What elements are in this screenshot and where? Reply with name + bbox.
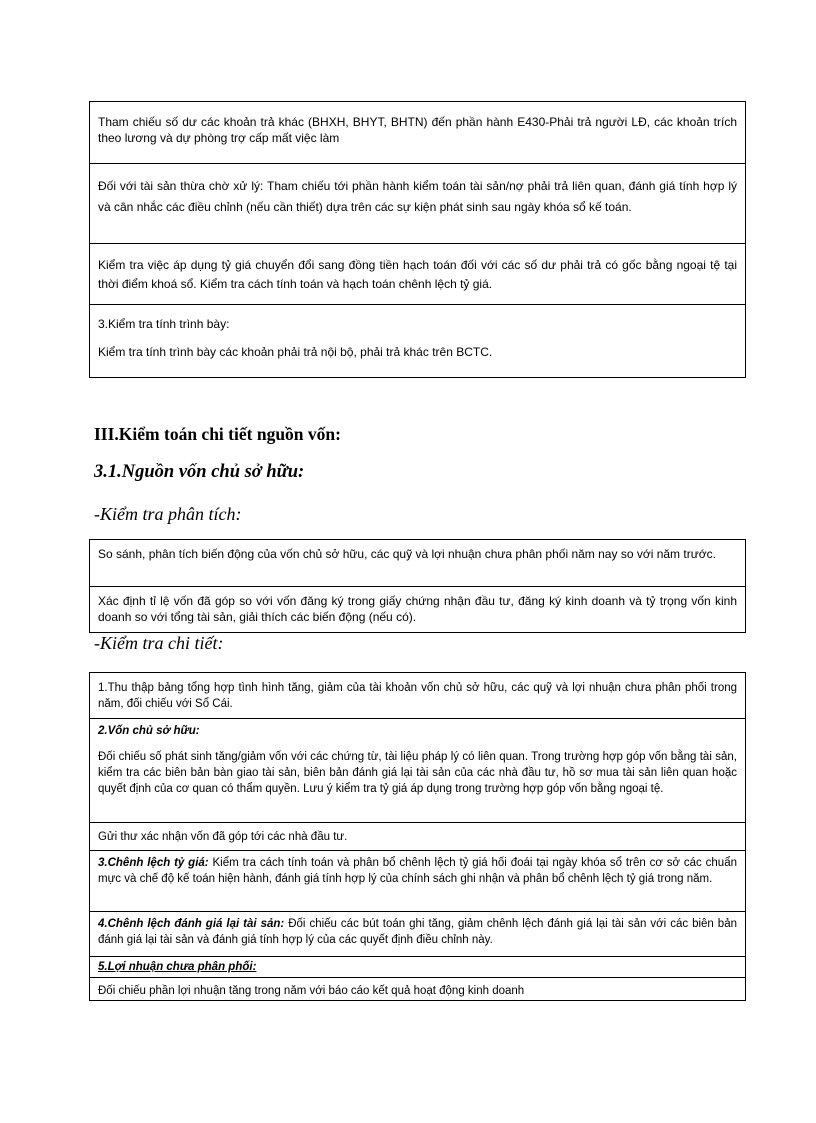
table-row xyxy=(90,911,745,956)
row-title: 4.Chênh lệch đánh giá lại tài sản: xyxy=(98,918,285,930)
table-row xyxy=(90,102,745,163)
row-text: Đối chiếu phần lợi nhuận tăng trong năm với báo cáo kết quả hoạt động kinh doanh xyxy=(98,985,525,997)
table-row xyxy=(90,977,745,1000)
row-text: Kiểm tra tính trình bày các khoản phải trả nội bộ, phải trả khác trên BCTC. xyxy=(98,345,493,359)
row-title: 2.Vốn chủ sở hữu: xyxy=(98,725,200,737)
row-text: Tham chiếu số dư các khoản trả khác (BHXH, BHYT, BHTN) đến phần hành E430-Phải trả người LĐ, các khoản trích theo lương và dự phòng trợ cấp mất việc làm xyxy=(98,115,737,145)
audit-procedures-table-1 xyxy=(89,101,746,378)
row-text: Đối chiếu số phát sinh tăng/giảm vốn với các chứng từ, tài liệu pháp lý có liên quan. Trong trường hợp góp vốn bằng tài sản, kiểm tra các biên bản bàn giao tài sản, biên bản đánh giá lại tài sản của các nhà đầu tư, hồ sơ mua tài sản liên quan hoặc quyết định của cơ quan có thẩm quyền. Lưu ý kiểm tra tỷ giá áp dụng trong trường hợp góp vốn bằng ngoại tệ. xyxy=(98,751,737,795)
table-row xyxy=(90,540,745,586)
detail-heading: -Kiểm tra chi tiết: xyxy=(94,633,224,653)
subsection-heading: 3.1.Nguồn vốn chủ sở hữu: xyxy=(94,462,305,482)
row-text: Gửi thư xác nhận vốn đã góp tới các nhà đầu tư. xyxy=(98,831,348,843)
table-row xyxy=(90,586,745,632)
table-row xyxy=(90,850,745,911)
analysis-heading: -Kiểm tra phân tích: xyxy=(94,504,242,524)
analysis-table xyxy=(89,539,746,633)
table-row xyxy=(90,163,745,243)
row-title: 5.Lợi nhuận chưa phân phối: xyxy=(98,961,257,973)
row-text: Kiểm tra cách tính toán và phân bổ chênh lệch tỷ giá hối đoái tại ngày khóa sổ trên cơ sở các chuẩn mực và chế độ kế toán hiện hành, đánh giá tính hợp lý của chính sách ghi nhận và phân bổ chênh lệch tỷ giá trong năm. xyxy=(98,857,737,885)
table-row xyxy=(90,822,745,850)
row-title: 3.Chênh lệch tỷ giá: xyxy=(98,857,209,869)
row-text: Đối với tài sản thừa chờ xử lý: Tham chiếu tới phần hành kiểm toán tài sản/nợ phải trả liên quan, đánh giá tính hợp lý và cân nhắc các điều chỉnh (nếu cần thiết) dựa trên các sự kiện phát sinh sau ngày khóa sổ kế toán. xyxy=(98,179,737,214)
row-text: Xác định tỉ lệ vốn đã góp so với vốn đăng ký trong giấy chứng nhận đầu tư, đăng ký kinh doanh và tỷ trọng vốn kinh doanh so với tổng tài sản, giải thích các biến động (nếu có). xyxy=(98,594,737,624)
table-row xyxy=(90,673,745,718)
row-text: So sánh, phân tích biến động của vốn chủ sở hữu, các quỹ và lợi nhuận chưa phân phối năm nay so với năm trước. xyxy=(98,547,716,561)
table-row xyxy=(90,718,745,822)
row-text: Đối chiếu các bút toán ghi tăng, giảm chênh lệch đánh giá lại tài sản với các biên bản đánh giá lại tài sản và đánh giá tính hợp lý của các quyết định điều chỉnh này. xyxy=(98,918,737,946)
table-row xyxy=(90,243,745,304)
table-row xyxy=(90,304,745,377)
row-text: Kiểm tra việc áp dụng tỷ giá chuyển đổi sang đồng tiền hạch toán đối với các số dư phải trả có gốc bằng ngoại tệ tại thời điểm khoá sổ. Kiểm tra cách tính toán và hạch toán chênh lệch tỷ giá. xyxy=(98,258,737,291)
detail-table xyxy=(89,672,746,1001)
section-heading: III.Kiểm toán chi tiết nguồn vốn: xyxy=(94,424,341,444)
row-title: 3.Kiểm tra tính trình bày: xyxy=(98,317,230,331)
row-text: 1.Thu thập bảng tổng hợp tình hình tăng, giảm của tài khoản vốn chủ sở hữu, các quỹ và lợi nhuận chưa phân phối trong năm, đối chiếu với Sổ Cái. xyxy=(98,682,737,710)
table-row xyxy=(90,956,745,977)
